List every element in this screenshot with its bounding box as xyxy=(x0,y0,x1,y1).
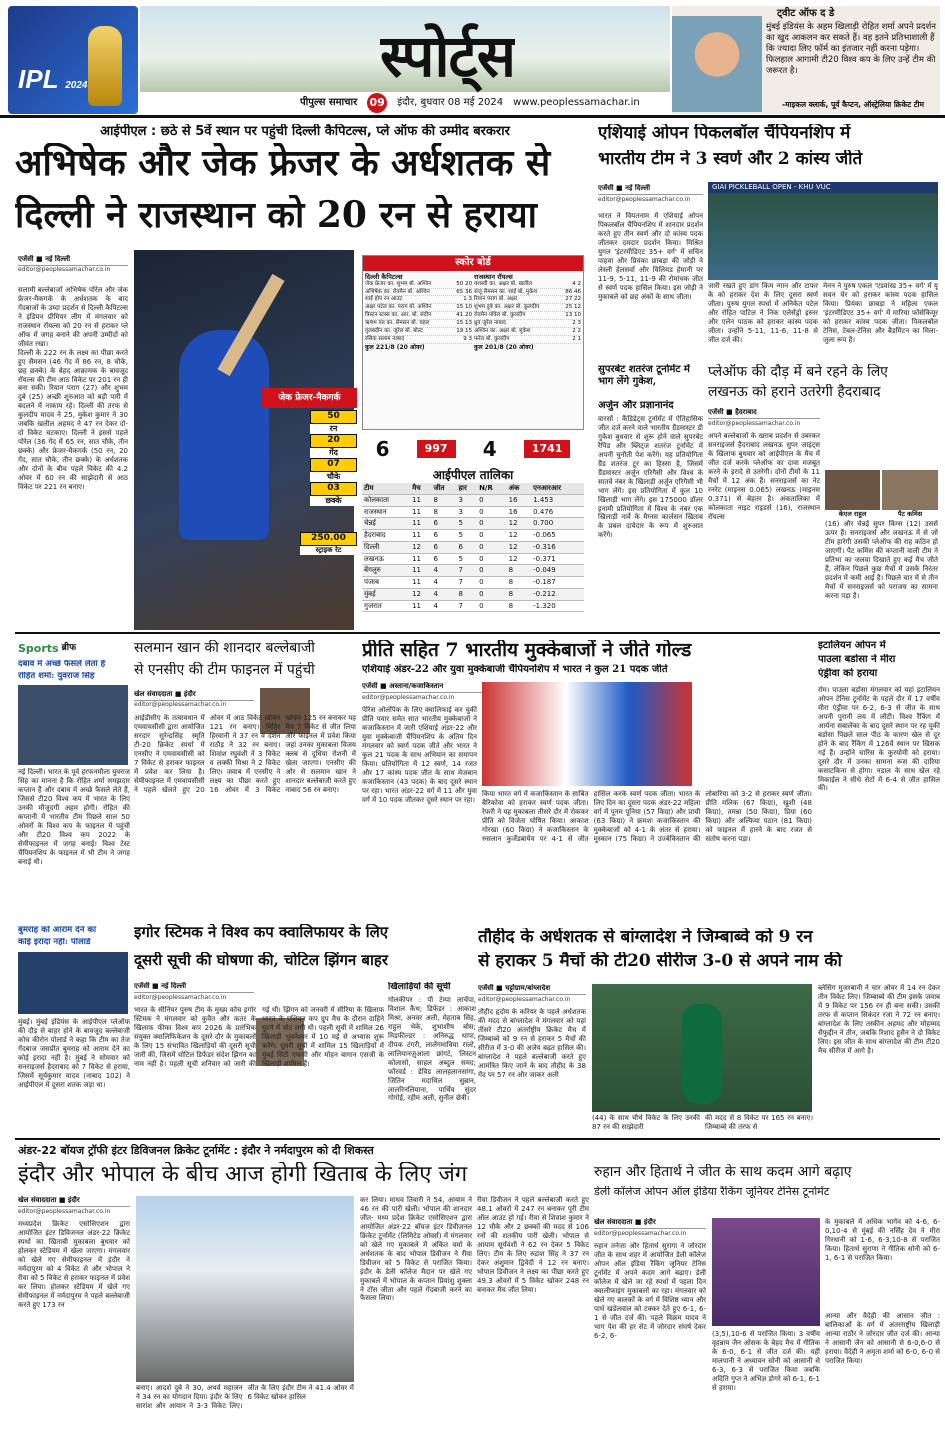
team2-total: कुल 201/8 (20 ओवर) xyxy=(474,343,534,351)
table-cell: लखनऊ xyxy=(362,553,410,565)
table-cell: 0 xyxy=(477,577,507,589)
table-cell: 8 xyxy=(507,588,531,600)
italy-headline-1: इटालियन ओपन में xyxy=(818,640,886,651)
paper-name: पीपुल्स समाचार xyxy=(300,96,358,108)
lead-headline-1: अभिषेक और जेक फ्रेजर के अर्धशतक से xyxy=(15,143,551,184)
batter: संजू सैमसन का. शाई बो. मुकेश xyxy=(474,288,538,295)
tennis-body: रुहान तनेजा और हितार्थ सुरागा ने जोरदार जीत के साथ शहर में आयोजित डेली कॉलेज ओपन ऑल इंडिया रैंकिंग जूनियर टेनिस टूर्नामेंट में अपने कदम आगे बढ़ाए। डेली कॉलेज में खेले जा रहे स्पर्धा में पहला दिन क्वालीफाइंग मुकाबलों का रहा। मंगलवार को खेले गए बालकों के वर्ग में विशिष्ठ ध्यान और पार्थ खंडेलवाल को टक्कर देते हुए 6-1, 6-1 से जीत दर्ज की। पहले विक्रम यादव ने भाग पेश की हर सेट में जोरदार संघर्ष देकर 6-2, 6- xyxy=(594,1242,706,1340)
runs-balls: 2 1 xyxy=(572,335,581,342)
table-cell: 4 xyxy=(432,577,457,589)
lsg-body-2: (16) और चेन्नई सुपर किंग्स (12) उससे ऊपर हैं। सनराइजर्स और लखनऊ में से जो टीम हारेगी उसकी प्लेऑफ की राह कठिन हो जाएगी। पैट कमिंस की कप्तानी वाली टीम ने प्रतिभा का जलवा दिखाते हुए कई मैच जीते हैं, लेकिन पिछले कुछ मैचों में उसके निरंतर प्रदर्शन में कमी आई है। पिछले चार में से तीन मैचों में सनराइजर्स को पराजय का सामना करना पड़ा है। xyxy=(825,520,938,600)
table-cell: 6 xyxy=(456,541,477,553)
table-cell: 0 xyxy=(477,494,507,506)
chess-headline-1: सुपरबेट शतरंज टूर्नामेंट में भाग लेंगे गुकेश, xyxy=(598,364,690,387)
u22-byline: खेल संवाददाता ■ इंदौर xyxy=(18,1196,130,1207)
scoreboard-row xyxy=(474,304,581,312)
table-cell: 6 xyxy=(432,530,457,542)
table-cell: 12 xyxy=(507,553,531,565)
batter: रोवमैन पॉवेल बो. कुलदीप xyxy=(474,312,526,319)
italy-body: रोम। पाउला बडोसा मंगलवार को यहां इटालियन ओपन टेनिस टूर्नामेंट के पहले दौर में 17 वर्षीय मीरा एंड्रीवा पर 6-2, 6-3 से जीत के साथ अपनी पुरानी लय में लौटी। विश्व रैंकिंग में आर्यना सबालेंका के बाद दूसरे स्थान पर रह चुकी बडोसा पिछले साल पीठ के कारण खेल से दूर होने के बाद रैंकिंग में 126वें स्थान पर खिसक गई हैं। उन्होंने चारिस के कुरयोमी को हराया। दूसरे दौर में उनका सामना रूस की दारिया कसाटकिना से होगा। नडाल के साथ खेल रहे मिकाईल ने सीधे सेटों में 6-4 से जीत हासिल की। xyxy=(818,686,940,793)
pickle-body: भारत ने वियतनाम में एशियाई ओपन पिकलबॉल चैंपियनशिप में शानदार प्रदर्शन करते हुए तीन स्वर्ण और दो कांस्य पदक जीतकर दमदार प्रदर्शन किया। मिश्रित युगल 'इंटरमीडिएट 35+ वर्ग' में सचिन पाहवा और प्रियंका छाबड़ा की जोड़ी ने लेस्ली हेलसर्वा और विलियड हेमानी पर 11-9, 5-11, 11-9 की रोमांचक जीत से स्वर्ण पदक हासिल किया। इस जोड़ी ने मुकाबले को छह अंकों के साथ जीता। xyxy=(598,212,703,301)
scoreboard-row xyxy=(474,336,581,344)
scoreboard-row xyxy=(474,328,581,336)
table-cell: 7 xyxy=(456,577,477,589)
table-cell: 12 xyxy=(410,588,431,600)
masthead xyxy=(0,0,945,118)
tweet-author: -माइकल क्लार्क, पूर्व कैप्टन, ऑस्ट्रेलिया क्रिकेट टीम xyxy=(782,100,924,109)
clarke-photo xyxy=(672,16,762,112)
scoreboard-team1 xyxy=(365,273,472,352)
table-cell: -0.371 xyxy=(531,553,584,565)
runs-balls: 13 10 xyxy=(565,312,581,319)
batter: त्रिस्टन स्टब्स का. आर. बो. संदीप xyxy=(365,312,432,319)
runs-balls: 41 20 xyxy=(456,312,472,319)
ipl-year: 2024 xyxy=(65,80,88,91)
scoreboard-row xyxy=(365,328,472,336)
lead-kicker: आईपीएल : छठे से 5वें स्थान पर पहुंची दिल्ली कैपिटल्स, प्ले ऑफ की उम्मीद बरकरार xyxy=(100,124,510,139)
cummins-photo xyxy=(882,470,938,510)
table-cell: 7 xyxy=(456,600,477,612)
table-cell: 0 xyxy=(477,506,507,518)
table-cell: बेंगलुरु xyxy=(362,565,410,577)
table-row xyxy=(362,553,584,565)
yuvraj-photo xyxy=(18,685,128,765)
salman-headline-1: सलमान खान की शानदार बल्लेबाजी xyxy=(134,640,315,656)
lead-body-p2: दिल्ली के 222 रन के लक्ष्य का पीछा करते हुए सैमसन (46 गेंद में 86 रन, 8 चौके, छह छक्के) के बेहद आक्रामक के बावजूद रॉयल्स की टीम आठ विकेट पर 201 रन ही बना सकी। रियान पराग (27) और शुभम दुबे (25) अच्छी शुरुआत को बड़ी पारी में बदलने में नाकाम रहे। दिल्ली की तरफ से कुलदीप यादव ने 25, मुकेश कुमार ने 30 जबकि खलील अहमद ने 47 रन देकर दो-दो विकेट चटकाए। दिल्ली ने इससे पहले पोरेल (36 गेंद में 65 रन, सात चौके, तीन छक्के) और फ्रेजर-मैकगर्क (50 रन, 20 गेंद, सात चौके, तीन छक्के) के अर्धशतक और दोनों के बीच पहले विकेट की 4.2 ओवर में 60 रन की साझेदारी से आठ विकेट पर 221 रन बनाए। xyxy=(18,348,128,491)
points-table xyxy=(362,468,584,630)
dateline: इंदौर, बुधवार 08 मई 2024 xyxy=(397,96,504,108)
scoreboard-row xyxy=(365,336,472,344)
website-link[interactable]: www.peoplessamachar.in xyxy=(513,96,640,108)
player-stats xyxy=(310,410,357,506)
table-cell: -1.320 xyxy=(531,600,584,612)
table-cell: 6 xyxy=(432,541,457,553)
trophy-icon xyxy=(88,26,122,106)
u22-body-3: रीवा डिवीजन ने पहले बल्लेबाजी करते हुए 48.1 ओवरों में 247 रन बनाकर पूरी टीम ऑल आउट हो गई। रीवा से शिवांश कुमार ने 12 चौके और 2 छक्कों की मदद से 106 रनों की शतकीय पारी खेली। भोपाल से आयाम सूर्यवंशी ने 62 रन देकर 5 विकेट लिए। टीम के लिए रुद्रांश सिंह ने 37 रन देकर अंशुमान द्विवेदी ने 12 रन बनाए। भोपाल डिवीजन ने लक्ष्य का पीछा करते हुए 49.3 ओवरों में 5 विकेट खोकर 248 रन बनाकर मैच जीत लिया। xyxy=(477,1196,589,1294)
scoreboard-team2 xyxy=(474,273,581,352)
table-cell: 0 xyxy=(477,588,507,600)
lsg-headline-1: प्लेऑफ की दौड़ में बने रहने के लिए xyxy=(708,364,888,380)
table-row xyxy=(362,506,584,518)
rahul-photo xyxy=(825,470,880,510)
batter: यशस्वी का. अक्षर बो. खलील xyxy=(474,280,533,287)
paper-info xyxy=(300,92,670,114)
table-cell: 8 xyxy=(507,565,531,577)
tennis-body-2: के मुकाबले में अधिक भार्गव को 4-6, 6-0,10-4 से मुंबई की नर्सिंह देव ने मीरा गिरधानी को 1-6, 6-3,10-8 से पराजित किया। हितार्थ सुराणा ने गीतिक सोनी को 6-1, 6-1 से पराजित किया। xyxy=(825,1218,940,1262)
batter: फरेरा बो. कुलदीप xyxy=(474,335,510,342)
pickleball-team-photo xyxy=(708,182,938,280)
table-cell: -0.049 xyxy=(531,565,584,577)
brief-tag xyxy=(18,640,128,658)
tweet-text: मुंबई इंडियंस के अहम खिलाड़ी रोहित शर्मा अपने प्रदर्शन का खुद आकलन कर सकते हैं। वह इतने प्रतिभाशाली हैं कि ज्यादा लिए फॉर्म का इंतजार नहीं करना पड़ेगा। फिलहाल आगामी टी20 विश्व कप के लिए उन्हें टीम की जरूरत है। xyxy=(766,22,937,77)
table-cell: 0.700 xyxy=(531,518,584,530)
brief-headline-3: बुमराह को आराम देने का xyxy=(18,926,97,935)
table-cell: 8 xyxy=(432,494,457,506)
stat-value: 50 xyxy=(310,410,357,424)
table-row xyxy=(362,588,584,600)
table-cell: 8 xyxy=(507,600,531,612)
runs-balls: 1 3 xyxy=(463,296,472,303)
table-cell: 16 xyxy=(507,506,531,518)
brief-body: नई दिल्ली। भारत के पूर्व हरफनमौला युवराज सिंह का मानना है कि रोहित शर्मा समझदार कप्तान हैं और दबाव में अच्छे फैसले लेते हैं, जिससे टी20 विश्व कप में भारत के लिए उनकी मौजूदगी अहम होगी। रोहित की कप्तानी में भारतीय टीम पिछले साल 50 ओवरों के विश्व कप के फाइनल में पहुंची और टी20 विश्व कप 2022 के सेमीफाइनल में जगह बनाई। विश्व टेस्ट चैंपियनशिप के फाइनल में भी टीम ने जगह बनाई थी। xyxy=(18,768,130,866)
team2-name: राजस्थान रॉयल्स xyxy=(474,272,513,281)
stat-label: स्ट्राइक रेट xyxy=(300,546,357,555)
table-cell: 3 xyxy=(456,494,477,506)
u22-body: मध्यप्रदेश क्रिकेट एसोसिएशन द्वारा आयोजित इंटर डिविजनल अंडर-22 क्रिकेट स्पर्धा का खिताबी मुकाबला बुधवार को होलकर स्टेडियम में खेला जाएगा। मंगलवार को खेले गए सेमीफाइनल में इंदौर ने नर्मदापुरम को 4 विकेट से और भोपाल ने रीवा को 5 विकेट से हराकर फाइनल में प्रवेश कर लिया। होलकर स्टेडियम में खेले गए सेमीफाइनल में नर्मदापुरम ने पहले बल्लेबाजी करते हुए 173 रन xyxy=(18,1220,130,1309)
score-strip xyxy=(362,436,584,462)
player-name-tag: जेक फ्रेजर-मैकगर्क xyxy=(262,388,357,408)
team1-total: कुल 221/8 (20 ओवर) xyxy=(365,343,425,351)
batter: रियान पराग बो. अक्षर xyxy=(474,296,518,303)
batter: गुलबदीन का. जुरेल बो. बोल्ट xyxy=(365,327,423,334)
table-row xyxy=(362,494,584,506)
scoreboard-title: स्कोर बोर्ड xyxy=(363,256,583,271)
batsman-figure xyxy=(682,1004,722,1104)
score-fours-2: 4 xyxy=(482,436,497,461)
salman-email: editor@peoplessamachar.co.in xyxy=(134,701,227,708)
table-cell: हैदराबाद xyxy=(362,530,410,542)
table-cell: 0 xyxy=(477,518,507,530)
batter: शुभम दुबे का. अक्षर बो. कुलदीप xyxy=(474,304,540,311)
ipl-logo-text: IPL xyxy=(18,64,58,94)
table-cell: 0 xyxy=(477,600,507,612)
stat-value: 07 xyxy=(310,458,357,472)
stat-label: गेंद xyxy=(310,448,357,458)
boxing-email: editor@peoplessamachar.co.in xyxy=(362,694,455,701)
table-header: हार xyxy=(456,483,477,494)
table-header: N/R xyxy=(477,483,507,494)
runs-balls: 15 10 xyxy=(456,304,472,311)
salman-headline-2: से एनसीए की टीम फाइनल में पहुंची xyxy=(134,662,315,678)
table-cell: 0 xyxy=(477,565,507,577)
bangla-headline-1: तौहीद के अर्धशतक से बांग्लादेश ने जिम्बाब्वे को 9 रन xyxy=(478,928,813,947)
table-cell: 8 xyxy=(507,577,531,589)
scoreboard-row xyxy=(474,320,581,328)
igor-headline-2: दूसरी सूची की घोषणा की, चोटिल झिंगन बाहर xyxy=(134,952,388,969)
salman-body: आईडीसीए के तत्वावधान में एमवायसीसी द्वारा आयोजित सरदार सुरेन्द्रसिंह स्मृति टी-20 क्रिकेट स्पर्धा में एनसीए ने एमवायसीसी को 7 विकेट से हराकर फाइनल में प्रवेश कर लिया है। सेमीफाइनल में एमवायसीसी ने पहले खेलते हुए 20 ओवर में आठ विकेट खोकर 121 रन बनाए। मिहिर हिरवानी ने 37 रन व दर्शन राठौड़ ने 32 रन बनाए। शिवांश रघुवंशी ने 3 विकेट व लक्की मिश्रा ने 2 विकेट लिए। जवाब में एनसीए ने लक्ष्य का पीछा करते हुए 16 ओवर में 3 विकेट खोकर 125 रन बनाकर यह मैच 7 विकेट से जीत लिया और फाइनल में प्रवेश किया जहां उनका मुकाबला विजय क्लब से दूधिया रोशनी में खेला जाएगा। एनसीए की ओर से सलमान खान ने शानदार बल्लेबाजी करते हुए नाबाद 56 रन बनाए। xyxy=(134,714,356,794)
table-cell: 4 xyxy=(432,600,457,612)
brief-headline-1: दबाव में अच्छे फैसले लेता है xyxy=(18,660,106,669)
boxing-body-2: किया भारत वर्ग में कजाकिस्तान के साबित बैरिकोवा को हराकर स्वर्ण पदक जीता। रेफरी ने यह मुकाबला तीसरे दौर में रोककर प्रीति को विजेता घोषित किया। आकाश गोरखा (60 किग्रा) ने कजाकिस्तान के रुसलान कुर्जेडबायेव पर 4-1 से जीत हासिल करके स्वर्ण पदक जीता। भारत के लिए दिन का दूसरा पदक अंडर-22 महिला वर्ग में पूनम पूनिया (57 किग्रा) और प्राची (63 किग्रा) ने क्रमशः कजाकिस्तान की मुक्केबाजों को 4-1 के अंतर से हराया। मुस्कान (75 किग्रा) ने उज्बेकिस्तान की लोबारिया को 3-2 से हराकर स्वर्ण जीता। प्रीति मलिक (67 किग्रा), खुशी (48 किग्रा), तमन्ना (50 किग्रा), प्रिया (60 किग्रा) और अल्फिया पठान (81 किग्रा) को फाइनल में हारने के बाद रजत से संतोष करना पड़ा। xyxy=(482,790,812,843)
table-row xyxy=(362,600,584,612)
runs-balls: 2 2 xyxy=(572,327,581,334)
rahul-caption: केएल राहुल xyxy=(838,510,867,518)
table-cell: 5 xyxy=(456,530,477,542)
runs-balls: 27 22 xyxy=(565,296,581,303)
pickle-headline-2: भारतीय टीम ने 3 स्वर्ण और 2 कांस्य जीते xyxy=(598,150,863,169)
chess-headline-2: अर्जुन और प्रज्ञानानंद xyxy=(598,400,674,411)
batter: ध्रुव जुरेल नाबाद xyxy=(474,320,506,326)
batter: जेक फ्रेजर का. शुभम बो. अश्विन xyxy=(365,280,432,287)
table-cell: 4 xyxy=(432,588,457,600)
table-cell: दिल्ली xyxy=(362,541,410,553)
batter: अभिषेक का. रोवमैन बो. अश्विन xyxy=(365,288,430,295)
table-cell: 12 xyxy=(507,518,531,530)
table-cell: 5 xyxy=(456,553,477,565)
section-divider xyxy=(15,1138,940,1140)
pickle-headline-1: एशियाई ओपन पिकलबॉल चैंपियनशिप में xyxy=(598,124,851,143)
bangla-body-2: की मदद से 8 विकेट पर 165 रन बनाए। जिम्बाब्वे की तरफ से xyxy=(705,1114,813,1131)
tennis-byline: खेल संवाददाता ■ इंदौर xyxy=(594,1218,706,1229)
table-row xyxy=(362,541,584,553)
tennis-email: editor@peoplessamachar.co.in xyxy=(594,1230,687,1237)
lead-email: editor@peoplessamachar.co.in xyxy=(18,266,111,273)
table-cell: 0 xyxy=(477,530,507,542)
table-header: एनआरआर xyxy=(531,483,584,494)
brief-body-2: मुंबई। मुंबई इंडियंस के आईपीएल प्लेऑफ की दौड़ से बाहर होने के बावजूद बल्लेबाजी कोच कीरोन पोलार्ड ने कहा कि टीम का तेज गेंदबाज जसप्रीत बुमराह को आराम देने का कोई इरादा नहीं है। मुंबई ने सोमवार को सनराइजर्स हैदराबाद को 7 विकेट से हराया, जिसमें सूर्यकुमार यादव (नाबाद 102) ने आईपीएल में दूसरा शतक जड़ा था। xyxy=(18,1018,130,1089)
pickle-email: editor@peoplessamachar.co.in xyxy=(598,196,691,203)
table-cell: 11 xyxy=(410,530,431,542)
chess-body: वारसॉ : कैंडिडेट्स टूर्नामेंट में ऐतिहासिक जीत दर्ज करने वाले भारतीय ग्रैंडमास्टर डी गुकेश बुधवार से शुरू होने वाले सुपरबेट रैपिड और ब्लिट्ज शतरंज टूर्नामेंट में अपनी चुनौती पेश करेंगे। यह प्रतियोगिता ग्रैंड शतरंज टूर का हिस्सा है, जिसमें ग्रैंडमास्टर अर्जुन एरिगैसी और विश्व के सातवें नंबर के खिलाड़ी अर्जुन एरिगैसी भी भाग लेंगे। इस प्रतियोगिता में कुल 10 खिलाड़ी भाग लेंगे। इस 175000 डॉलर इनामी प्रतियोगिता में विश्व के नंबर एक खिलाड़ी नार्वे के मैग्नस कार्लसन खिताब के प्रबल दावेदार के रूप में शुरुआत करेंगे। xyxy=(598,415,703,540)
bangla-body: तौहीद हृदोय के करियर के पहले अर्धशतक की मदद से बांग्लादेश ने मंगलवार को यहां तीसरे टी20 अंतर्राष्ट्रीय क्रिकेट मैच में जिम्बाब्वे को 9 रन से हराकर 5 मैचों की सीरीज में 3-0 की अजेय बढ़त हासिल की। बांग्लादेश ने पहले बल्लेबाजी करते हुए आमंत्रित किए जाने के बाद तौहीद के 38 गेंद पर 57 रन और जाकर अली xyxy=(478,1008,586,1079)
table-cell: 12 xyxy=(410,541,431,553)
brief-tag-label-2: ब्रीफ xyxy=(61,643,77,654)
salman-byline: खेल संवाददाता ■ इंदौर xyxy=(134,690,254,701)
section-title: स्पोर्ट्स xyxy=(380,22,515,90)
table-cell: 12 xyxy=(507,530,531,542)
table-cell: -0.187 xyxy=(531,577,584,589)
u22-body-2: कर लिया। माधव तिवारी ने 54, आयाम ने 46 रन की पारी खेली। भोपाल की शानदार जीत- मध्य प्रदेश क्रिकेट एसोसिएशन द्वारा आयोजित अंडर-22 बॉयज इंटर डिवीजनल क्रिकेट टूर्नामेंट (लिमिटेड ओवर्स) में मंगलवार को खेले गए मुकाबले में अंकित वर्मा के अर्धशतक के बाद भोपाल डिवीजन ने रीवा डिवीजन को 5 विकेट से पराजित किया। इंदौर के डेली कॉलेज मैदान पर खेले गए मुकाबले में भोपाल के कप्तान प्रियांशु शुक्ला ने टॉस जीता और पहले गेंदबाजी करने का फैसला लिया। xyxy=(360,1196,472,1303)
stat-label: छक्के xyxy=(310,496,357,506)
stat-value: 20 xyxy=(310,434,357,448)
scoreboard-row xyxy=(474,281,581,289)
lead-body-p1: सलामी बल्लेबाजों अभिषेक पोरेल और जेक फ्रेजर-मैकगर्क के अर्धशतक के बाद गेंदबाजों के उम्दा प्रदर्शन से दिल्ली कैपिटल्स ने इंडियन प्रीमियर लीग में मंगलवार को राजस्थान रॉयल्स को 20 रन से हराकर प्ले ऑफ में जगह बनाने की अपनी उम्मीदों को जीवंत रखा। xyxy=(18,286,128,348)
table-cell: 16 xyxy=(507,494,531,506)
table-cell: गुजरात xyxy=(362,600,410,612)
lead-body xyxy=(18,286,128,626)
igor-email: editor@peoplessamachar.co.in xyxy=(134,994,227,1001)
table-cell: 0.476 xyxy=(531,506,584,518)
table-header: मैच xyxy=(410,483,431,494)
lsg-byline: एजेंसी ■ हैदराबाद xyxy=(708,408,820,419)
tennis-body-3: (3,5),10-6 से पराजित किया। 3 वर्षीय वृहन्नाय जैन ओसक के बेहद मैच में गीतिक के 6-0, 6-1 से जीत दर्ज की। वहीं मालपानी ने अध्यावन सोनी को आसानी से 6-3, 6-3 से पराजित किया जबकि अदिति गुप्त ने अभिज्ञ डोगरे को 6-1, 6-1 से हराया। xyxy=(712,1330,820,1392)
tennis-headline-1: रुहान और हितार्थ ने जीत के साथ कदम आगे बढ़ाए xyxy=(594,1164,852,1180)
ipl-logo xyxy=(8,6,138,114)
igor-list-title: खिलाड़ियों की सूची xyxy=(388,982,451,992)
table-row xyxy=(362,577,584,589)
scoreboard-row xyxy=(474,312,581,320)
u22-kicker: अंडर-22 बॉयज ट्रॉफी इंटर डिविजनल क्रिकेट टूर्नामेंट : इंदौर ने नर्मदापुरम को दी शिकस्त xyxy=(18,1144,374,1157)
table-cell: -0.065 xyxy=(531,530,584,542)
player-strike-rate xyxy=(300,532,357,555)
u22-team-photo xyxy=(136,1196,354,1382)
lsg-body: अपने बल्लेबाजों के खराब प्रदर्शन से उबरकर सनराइजर्स हैदराबाद लखनऊ सुपर जाइंट्स के खिलाफ बुधवार को आईपीएल के मैच में जीत दर्ज करके प्लेऑफ का दावा मजबूत करने के इरादे से उतरेगी। दोनों टीमों के 11 मैचों में 12 अंक हैं। सनराइजर्स का नेट रनरेट (माइनस 0.065) लखनऊ (माइनस 0.371) से बेहतर है। अंकतालिका में कोलकाता नाइट राइडर्स (16), राजस्थान रॉयल्स xyxy=(708,432,820,521)
table-header: टीम xyxy=(362,483,410,494)
lead-byline: एजेंसी ■ नई दिल्ली xyxy=(18,255,128,266)
table-cell: 0 xyxy=(477,541,507,553)
table-row xyxy=(362,530,584,542)
tweet-of-day xyxy=(672,6,940,114)
scoreboard xyxy=(362,255,584,430)
tennis-headline-2: डेली कॉलेज ओपन ऑल इंडिया रैंकिंग जूनियर टेनिस टूर्नामेंट xyxy=(594,1186,830,1198)
table-cell: मुंबई xyxy=(362,588,410,600)
pollard-photo xyxy=(18,952,128,1014)
bangla-headline-2: से हराकर 5 मैचों की टी20 सीरीज 3-0 से अपने नाम की xyxy=(478,952,842,971)
batter: शाई होप रन आउट xyxy=(365,296,403,303)
stat-label: चौके xyxy=(310,472,357,482)
pickle-body-3: मेनन ने पुरुष एकल 'एडवांस्ड 35+ वर्ग' में यू सवन चेर को हराकर कांस्य पदक हासिल किया। प्रियंका छाबड़ा ने महिला एकल 'इंटरमीडिएट 35+ वर्ग' में मारिया फोंसेकियूर को हराकर कांस्य पदक जीता। पिकलबॉल टेनिस, टेबल-टेनिस और बैडमिंटन का मिला-जुला रूप है। xyxy=(823,282,938,344)
boxing-headline-2: एशियाई अंडर-22 और युवा मुक्केबाजी चैंपियनशिप में भारत ने कुल 21 पदक जीते xyxy=(362,664,668,675)
brief-headline-4: कोई इरादा नहीं: पोलार्ड xyxy=(18,938,91,947)
runs-balls: 15 13 xyxy=(456,320,472,326)
runs-balls: 9 3 xyxy=(463,335,472,342)
table-cell: 6 xyxy=(432,553,457,565)
runs-balls: 4 2 xyxy=(572,280,581,287)
table-cell: -0.316 xyxy=(531,541,584,553)
scoreboard-row xyxy=(365,312,472,320)
table-cell: 8 xyxy=(456,588,477,600)
table-cell: 11 xyxy=(410,494,431,506)
lsg-email: editor@peoplessamachar.co.in xyxy=(708,420,801,427)
table-cell: 12 xyxy=(507,541,531,553)
igor-list: गोलकीपर : पी टेम्पा लाचेंपा, विशाल कैथ; डिफेंडर : आकाश मिश्रा, अनवर अली, मेहताब सिंह, राहुल भेके, शुभाशीष बोस; मिडफील्डर : अनिरुद्ध थापा, दीपक टंगरी, लालेंगमाविया राल्टे, लालियानज़ुआला छांगटे, लिस्टन कोलासो, साहल अब्दुल समद; फॉरवर्ड : डेविड लालहलानसांगा, जितिन मदाथिल सुब्रान, लालरिनलियाना, पार्थिव सुंदर गोगोई, रहीम अली, सुनील छेत्री। xyxy=(388,996,476,1103)
boxers-photo xyxy=(482,682,692,786)
runs-balls: 50 20 xyxy=(456,280,472,287)
table-cell: 3 xyxy=(456,506,477,518)
scoreboard-row xyxy=(365,281,472,289)
points-table-title: आईपीएल तालिका xyxy=(432,468,514,482)
table-cell: राजस्थान xyxy=(362,506,410,518)
italy-headline-3: एंड्रीवा को हराया xyxy=(818,668,878,679)
batter: रसिक सलाम नाबाद xyxy=(365,335,405,342)
table-cell: 7 xyxy=(456,565,477,577)
table-cell: 8 xyxy=(432,506,457,518)
table-header: अंक xyxy=(507,483,531,494)
table-cell: 11 xyxy=(410,600,431,612)
italy-headline-2: पाउला बडोसा ने मीरा xyxy=(818,654,896,665)
table-row xyxy=(362,518,584,530)
table-cell: 11 xyxy=(410,506,431,518)
table-cell: 11 xyxy=(410,553,431,565)
table-cell: 6 xyxy=(432,518,457,530)
pickle-banner: GIAI PICKLEBALL OPEN - KHU VUC xyxy=(708,182,938,193)
runs-balls: 25 12 xyxy=(565,304,581,311)
page-number: 09 xyxy=(367,93,387,113)
table-cell: पंजाब xyxy=(362,577,410,589)
table-cell: -0.212 xyxy=(531,588,584,600)
runs-balls: 86 46 xyxy=(565,288,581,295)
igor-byline: एजेंसी ■ नई दिल्ली xyxy=(134,982,254,993)
u22-email: editor@peoplessamachar.co.in xyxy=(18,1208,111,1215)
pickle-body-2: जारी रखते हुए डांग किम न्गान और टाफर के को हराकर देश के लिए दूसरा स्वर्ण जीता। पुरुष युगल स्पर्धा में अनिकेत पटेल और रोहित पाटिल ने निक एलेसेंड्रो इस्नर और एलेन पाठक को हराकर कांस्य पदक जीता। उन्होंने 5-11, 11-6, 11-8 से जीत दर्ज की। xyxy=(708,282,818,344)
score-runs-1: 997 xyxy=(417,440,456,458)
table-cell: 11 xyxy=(410,565,431,577)
bangla-caption: (44) के साथ चौथे विकेट के लिए उनकी 87 रन की साझेदारी xyxy=(592,1114,700,1131)
batter: अश्विन का. अक्षर बो. मुकेश xyxy=(474,327,531,334)
table-row xyxy=(362,565,584,577)
boxing-byline: एजेंसी ■ अस्ताना/कजाकिस्तान xyxy=(362,682,482,693)
table-cell: चेन्नई xyxy=(362,518,410,530)
runs-balls: 2 3 xyxy=(572,320,581,326)
table-cell: 1.453 xyxy=(531,494,584,506)
brief-headline-2: रोहित शर्मा: युवराज सिंह xyxy=(18,672,95,681)
table-cell: 11 xyxy=(410,577,431,589)
section-divider xyxy=(15,632,940,634)
tweet-label: ट्वीट ऑफ द डे xyxy=(777,8,835,19)
pickle-byline: एजेंसी ■ नई दिल्ली xyxy=(598,184,703,195)
brief-tag-label: Sports xyxy=(18,642,59,656)
boxing-headline-1: प्रीति सहित 7 भारतीय मुक्केबाजों ने जीते गोल्ड xyxy=(362,640,692,661)
bangla-body-3: ब्लेसिंग मुजरबानी ने चार ओवर में 14 रन देकर तीन विकेट लिए। जिम्बाब्वे की टीम इसके जवाब में 9 विकेट पर 156 रन ही बना सकी। उसकी तरफ से कप्तान सिकंदर रजा ने 72 रन बनाए। बांग्लादेश के लिए तस्कीन अहमद और मोहम्मद सैफुद्दीन ने तीन, जबकि रिशाद हुसैन ने दो विकेट लिए। इस जीत के साथ बांग्लादेश की टीम टी20 मैच सीरीज में आगे है। xyxy=(818,984,940,1055)
score-fours-1: 6 xyxy=(375,436,390,461)
cummins-caption: पैट कमिंस xyxy=(897,510,923,518)
lead-headline-2: दिल्ली ने राजस्थान को 20 रन से हराया xyxy=(15,195,537,236)
table-cell: 4 xyxy=(432,565,457,577)
igor-body: भारत के सीनियर पुरुष टीम के मुख्य कोच इगोर स्टिमक ने मंगलवार को कुवैत और कतर के खिलाफ फीफा विश्व कप 2026 के प्रारंभिक संयुक्त क्वालिफिकेशन के दूसरे दौर के मुकाबलों के लिए 15 संभावित खिलाड़ियों की दूसरी सूची जारी की, जिसमें चोटिल डिफेंडर संदेश झिंगन का नाम नहीं है। पहली सूची शनिवार को जारी की गई थी। झिंगन को जनवरी में सीरिया के खिलाफ भारत के एशियन कप ग्रुप मैच के दौरान दाहिने घुटने में चोट लगी थी। पहली सूची में शामिल 26 खिलाड़ी भुवनेश्वर में 10 मई से अभ्यास शुरू करेंगे। दूसरी सूची में शामिल 15 खिलाड़ियों में मुंबई सिटी एफसी और मोहन बागान एसजी के खिलाड़ी शामिल हैं। xyxy=(134,1006,384,1068)
points-table-grid xyxy=(362,483,584,612)
tennis-body-4: आन्या और वैदेही की आसान जीत : बालिकाओं के वर्ग में अंतरराष्ट्रीय खिलाड़ी आन्या राठौर ने जोरदार जीत दर्ज की। आन्या ने आसानी जैन को आसानी से 6-0,6-0 से हराया। वैदेही ने अमृता शर्मा को 6-0, 6-0 से पराजित किया। xyxy=(825,1312,940,1365)
scoreboard-row xyxy=(365,320,472,328)
u22-photo-caption: बनाए। आदर्श दुबे ने 30, अथर्व महाजन ने 34 रन का योगदान दिया। इंदौर के लिए सारांश और आयान ने 3-3 विकेट लिए। जीत के लिए इंदौर टीम ने 41.4 ओवर में 6 विकेट खोकर हासिल xyxy=(136,1384,354,1410)
table-cell: 0 xyxy=(477,553,507,565)
tennis-player-photo xyxy=(712,1218,820,1326)
scoreboard-row xyxy=(365,304,472,312)
runs-balls: 19 15 xyxy=(456,327,472,334)
runs-balls: 65 36 xyxy=(456,288,472,295)
u22-headline: इंदौर और भोपाल के बीच आज होगी खिताब के लिए जंग xyxy=(18,1162,468,1187)
table-header: जीत xyxy=(432,483,457,494)
score-runs-2: 1741 xyxy=(524,440,571,458)
table-cell: 5 xyxy=(456,518,477,530)
batter: ऋषभ पंत का. सैमसन बो. चहल xyxy=(365,320,430,326)
igor-headline-1: इगोर स्टिमक ने विश्व कप क्वालिफायर के लिए xyxy=(134,924,389,941)
team1-name: दिल्ली कैपिटल्स xyxy=(365,272,403,281)
batter: अक्षर पटेल का. पराग बो. अश्विन xyxy=(365,304,432,311)
stat-value: 03 xyxy=(310,482,357,496)
bangla-byline: एजेंसी ■ चट्टोग्राम/बांग्लादेश xyxy=(478,984,586,995)
boxing-body: पेरिस ओलंपिक के लिए क्वालिफाई कर चुकीं प्रीति पवार समेत सात भारतीय मुक्केबाजों ने कजाकिस्तान में जारी एशियाई अंडर-22 और युवा मुक्केबाजी चैंपियनशिप के अंतिम दिन मंगलवार को स्वर्ण पदक जीते और भारत ने कुल 21 पदक के साथ अभियान का समापन किया। प्रतियोगिता में 12 स्वर्ण, 14 रजत और 17 कांस्य पदक जीत के साथ मेजबान कजाकिस्तान (43 पदक) के बाद दूसरे स्थान पर रहा। भारत अंडर-22 वर्ग में 11 और युवा वर्ग में 10 पदक जीतकर दूसरे स्थान पर रहा। xyxy=(362,706,477,804)
table-cell: 11 xyxy=(410,518,431,530)
table-cell: कोलकाता xyxy=(362,494,410,506)
towhid-photo xyxy=(592,984,812,1112)
stat-label: रन xyxy=(310,424,357,434)
lsg-headline-2: लखनऊ को हराने उतरेगी हैदराबाद xyxy=(708,384,881,400)
bangla-email: editor@peoplessamachar.co.in xyxy=(478,996,571,1003)
stat-value: 250.00 xyxy=(300,532,357,546)
